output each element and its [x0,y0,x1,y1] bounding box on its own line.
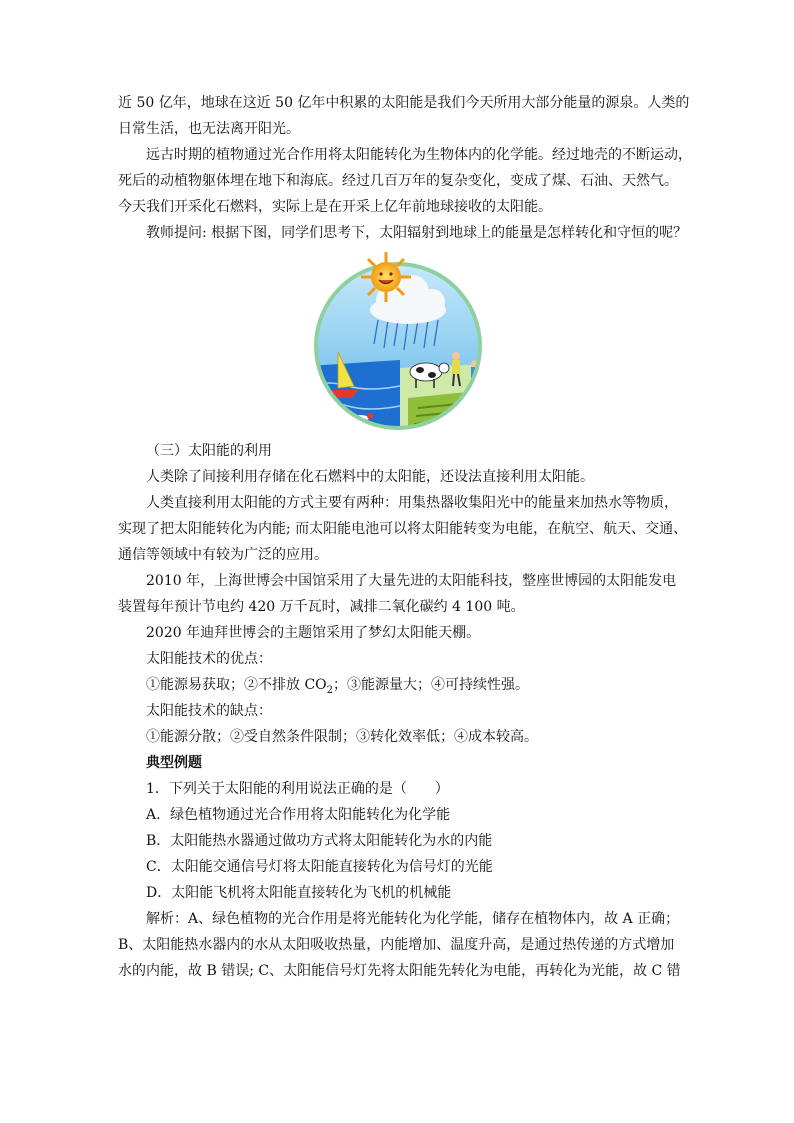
disadvantages-list: ①能源分散；②受自然条件限制；③转化效率低；④成本较高。 [146,729,538,745]
p6-line1: 2010 年，上海世博会中国馆采用了大量先进的太阳能科技，整座世博园的太阳能发电 [146,573,677,589]
sun-earth-cycle-image [308,248,488,434]
p5-line1: 人类直接利用太阳能的方式主要有两种：用集热器收集阳光中的能量来加热水等物质， [146,495,678,511]
adv-pre: ①能源易获取；②不排放 CO [146,677,327,693]
smiling-sun [361,252,411,302]
document-page [118,90,692,984]
adv-sub: 2 [326,684,334,696]
example-heading: 典型例题 [146,755,202,771]
p1-line1: 近 50 亿年，地球在这近 50 亿年中积累的太阳能是我们今天所用大部分能量的源泉。人类的 [118,95,690,111]
analysis-line2: B、太阳能热水器内的水从太阳吸收热量，内能增加、温度升高，是通过热传递的方式增加 [118,937,675,953]
option-b: B．太阳能热水器通过做功方式将太阳能转化为水的内能 [146,833,493,849]
disadvantages-title: 太阳能技术的缺点： [146,703,272,719]
p2-line1: 远古时期的植物通过光合作用将太阳能转化为生物体内的化学能。经过地壳的不断运动， [146,147,692,163]
option-a: A．绿色植物通过光合作用将太阳能转化为化学能 [146,807,451,823]
advantages-title: 太阳能技术的优点： [146,651,272,667]
p2-line2: 死后的动植物躯体埋在地下和海底。经过几百万年的复杂变化，变成了煤、石油、天然气。 [118,173,678,189]
adv-post: ；③能源量大；④可持续性强。 [333,677,530,693]
advantages-list [118,672,678,698]
p7: 2020 年迪拜世博会的主题馆采用了梦幻太阳能天棚。 [146,625,481,641]
question: 1．下列关于太阳能的利用说法正确的是（ ） [146,781,449,797]
option-c: C．太阳能交通信号灯将太阳能直接转化为信号灯的光能 [146,859,493,875]
p5-line2: 实现了把太阳能转化为内能; 而太阳能电池可以将太阳能转变为电能，在航空、航天、交通、 [118,521,688,537]
analysis-line3: 水的内能，故 B 错误; C、太阳能信号灯先将太阳能先转化为电能，再转化为光能，故 C 错 [118,963,681,979]
p6-line2: 装置每年预计节电约 420 万千瓦时，减排二氧化碳约 4 100 吨。 [118,599,525,615]
p1-line2: 日常生活，也无法离开阳光。 [118,121,300,137]
section-title: （三）太阳能的利用 [146,443,272,459]
p5-line3: 通信等领域中有较为广泛的应用。 [118,547,328,563]
solar-energy-illustration [118,248,678,436]
p2-line3: 今天我们开采化石燃料，实际上是在开采上亿年前地球接收的太阳能。 [118,199,552,215]
teacher-question: 教师提问: 根据下图，同学们思考下，太阳辐射到地球上的能量是怎样转化和守恒的呢？ [146,225,688,241]
p4: 人类除了间接利用存储在化石燃料中的太阳能，还设法直接利用太阳能。 [146,469,594,485]
option-d: D．太阳能飞机将太阳能直接转化为飞机的机械能 [146,885,452,901]
analysis-line1: 解析：A、绿色植物的光合作用是将光能转化为化学能，储存在植物体内，故 A 正确； [146,911,680,927]
